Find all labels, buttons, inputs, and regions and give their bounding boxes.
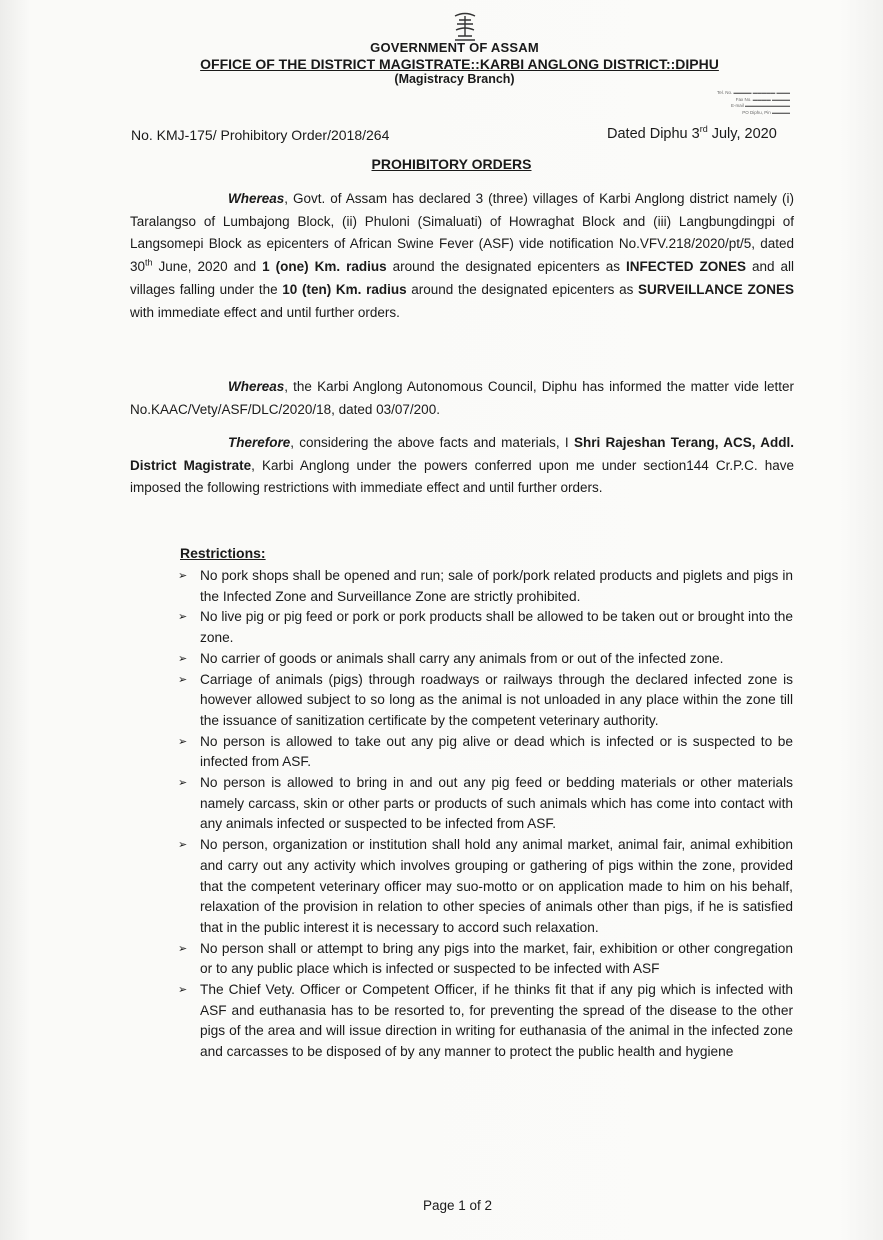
arrow-bullet-icon: ➢	[178, 942, 188, 955]
list-item: ➢ Carriage of animals (pigs) through roadways or railways through the declared infected zone is however allowed subject to so long as the animal is not unloaded in any place within the zone till the issuance of sanitization certificate by the competent veterinary authority.	[178, 671, 793, 728]
list-item: ➢ No person shall or attempt to bring any pigs into the market, fair, exhibition or other congregation or to any public place which is infected or suspected to be infected with ASF	[178, 940, 793, 977]
page-number: Page 1 of 2	[422, 1198, 493, 1213]
list-item: ➢ No person is allowed to take out any pig alive or dead which is infected or is suspected to be infected from ASF.	[178, 733, 793, 770]
contact-details-block: Tel. No. ▬▬▬▬ ▬▬▬▬▬ ▬▬▬ Fax No. ▬▬▬▬ ▬▬▬▬ E-mail ▬▬▬▬▬▬▬▬▬▬ PO Diphu, Pin ▬▬▬▬	[716, 90, 790, 115]
list-item: ➢ No person, organization or institution shall hold any animal market, animal fair, animal exhibition and carry out any activity which involves grouping or gathering of pigs within the zone, provided that the competent veterinary officer may suo-motto or on application made to him on his behalf, relaxation of the provision in relation to other species of animals other than pigs, if he is satisfied that in the public interest it is necessary to accord such relaxation.	[178, 837, 793, 935]
arrow-bullet-icon: ➢	[178, 570, 188, 582]
paragraph-therefore: Therefore, considering the above facts and materials, I Shri Rajeshan Terang, ACS, Addl. District Magistrate, Karbi Anglong under the powers conferred upon me under section144 Cr.P.C. have imposed the following restrictions with immediate effect and until further orders.	[130, 435, 794, 496]
arrow-bullet-icon: ➢	[178, 839, 188, 852]
restrictions-heading: Restrictions:	[180, 545, 266, 561]
paragraph-whereas-2: Whereas, the Karbi Anglong Autonomous Council, Diphu has informed the matter vide letter No.KAAC/Vety/ASF/DLC/2020/18, dated 03/07/200.	[130, 379, 794, 417]
list-item: ➢ No pork shops shall be opened and run; sale of pork/pork related products and piglets and pigs in the Infected Zone and Surveillance Zone are strictly prohibited.	[178, 568, 793, 604]
document-title: PROHIBITORY ORDERS	[371, 156, 532, 172]
government-heading: GOVERNMENT OF ASSAM	[370, 40, 539, 55]
arrow-bullet-icon: ➢	[178, 777, 188, 790]
office-heading: OFFICE OF THE DISTRICT MAGISTRATE::KARBI ANGLONG DISTRICT::DIPHU	[200, 56, 719, 72]
restrictions-list	[178, 566, 793, 1063]
arrow-bullet-icon: ➢	[178, 984, 188, 997]
arrow-bullet-icon: ➢	[178, 652, 188, 665]
order-date: Dated Diphu 3rd July, 2020	[607, 124, 777, 142]
list-item: ➢ No person is allowed to bring in and out any pig feed or bedding materials or other materials namely carcass, skin or other parts or products of such animals which has come into contact with any animals infected or suspected to be infected from ASF.	[178, 775, 793, 832]
arrow-bullet-icon: ➢	[178, 673, 188, 686]
order-number: No. KMJ-175/ Prohibitory Order/2018/264	[131, 127, 390, 143]
branch-heading: (Magistracy Branch)	[394, 72, 515, 86]
list-item: ➢ No live pig or pig feed or pork or pork products shall be allowed to be taken out or brought into the zone.	[178, 609, 793, 646]
arrow-bullet-icon: ➢	[178, 611, 188, 624]
list-item: ➢ No carrier of goods or animals shall carry any animals from or out of the infected zone.	[178, 649, 793, 670]
paragraph-whereas-1: Whereas, Govt. of Assam has declared 3 (three) villages of Karbi Anglong district namely (i) Taralangso of Lumbajong Block, (ii) Phuloni (Simaluati) of Howraghat Block and (iii) Langbungdingpi of Langsomepi Block as epicenters of African Swine Fever (ASF) vide notification No.VFV.218/2020/pt/5, dated 30th June, 2020 and 1 (one) Km. radius around the designated epicenters as INFECTED ZONES and all villages falling under the 10 (ten) Km. radius around the designated epicenters as SURVEILLANCE ZONES with immediate effect and until further orders.	[130, 191, 794, 320]
arrow-bullet-icon: ➢	[178, 735, 188, 748]
list-item: ➢ The Chief Vety. Officer or Competent Officer, if he thinks fit that if any pig which is infected with ASF and euthanasia has to be resorted to, for preventing the spread of the disease to the other pigs of the area and will issue direction in writing for euthanasia of the animal in the infected zone and carcasses to be disposed of by any manner to protect the public health and hygiene	[178, 982, 793, 1060]
